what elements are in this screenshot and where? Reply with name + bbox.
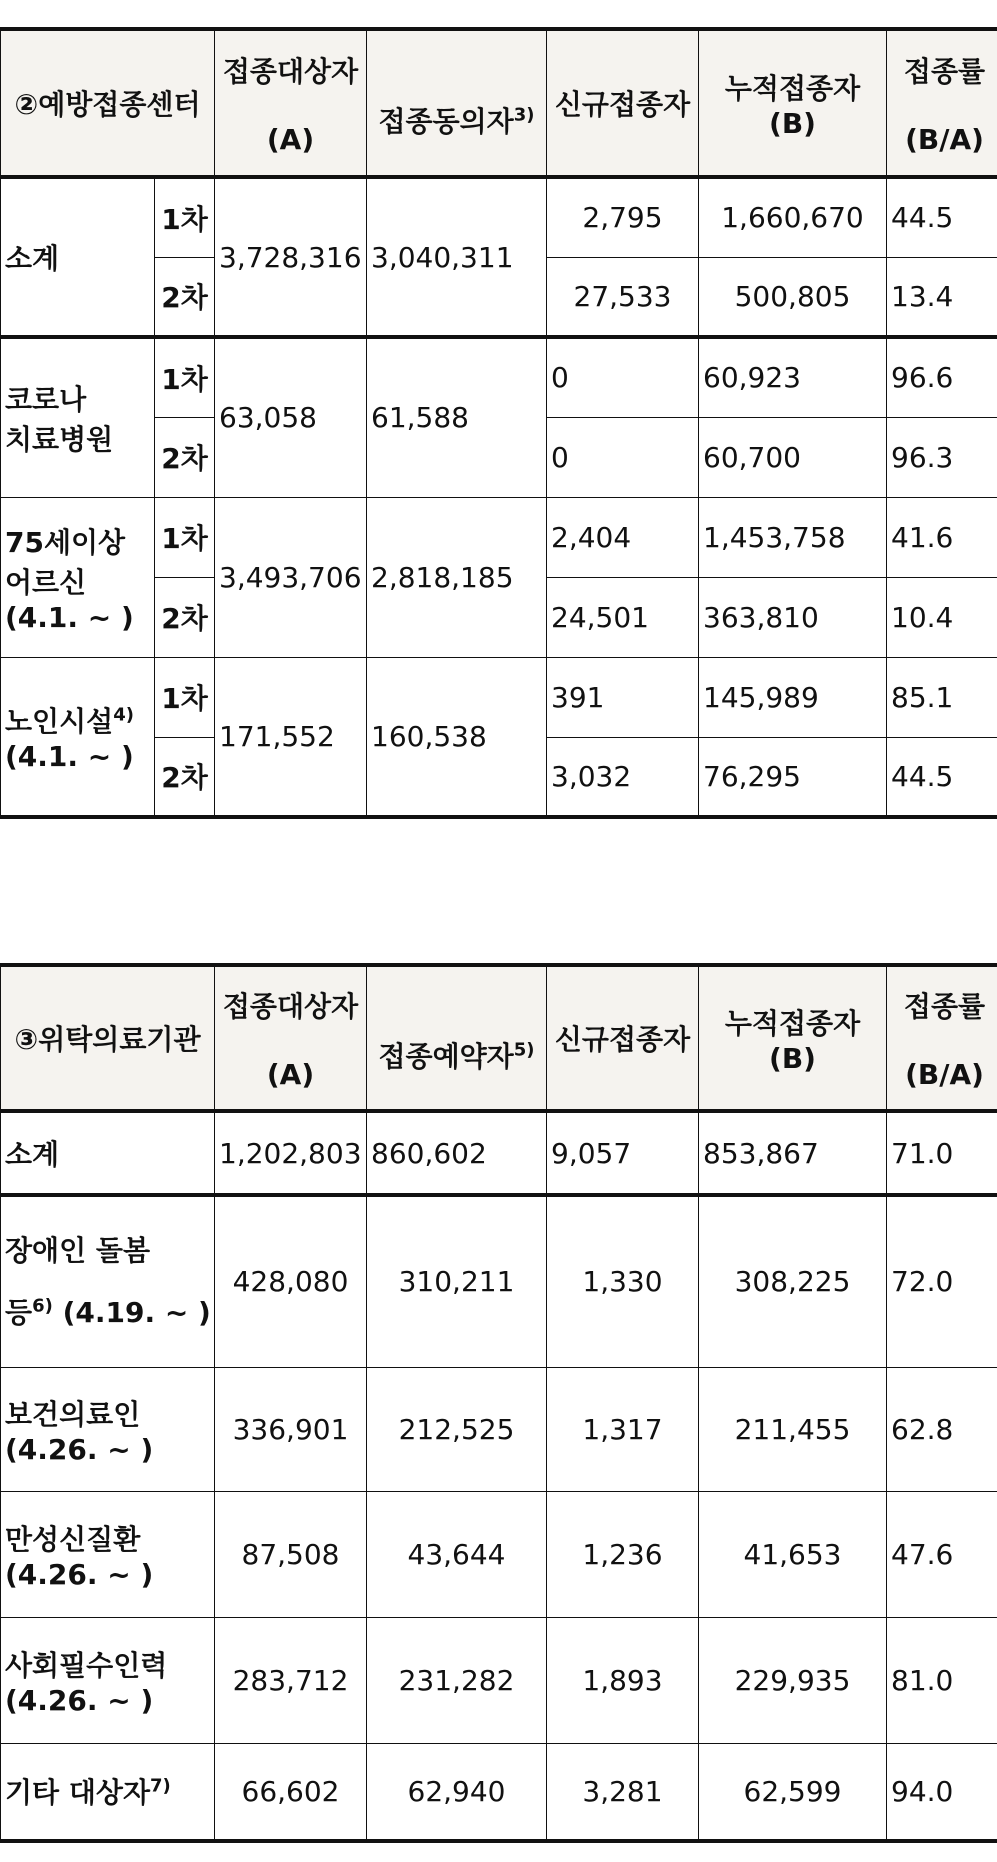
target-value: 63,058 [215,337,367,497]
col-rate: 접종률 (B/A) [887,29,997,177]
table-row [1,1617,997,1743]
rate-value: 72.0 [887,1195,997,1367]
new-value: 3,032 [547,737,699,817]
consigned-clinic-table [0,963,997,1843]
new-value: 2,404 [547,497,699,577]
cumulative-value: 1,453,758 [699,497,887,577]
section-title: ③위탁의료기관 [1,965,215,1111]
new-value: 2,795 [547,177,699,257]
rate-value: 10.4 [887,577,997,657]
table-row [1,1367,997,1491]
col-target: 접종대상자 (A) [215,29,367,177]
new-value: 0 [547,337,699,417]
section-title: ②예방접종센터 [1,29,215,177]
cumulative-value: 1,660,670 [699,177,887,257]
dose-label: 1차 [155,337,215,417]
table-row [1,337,997,417]
rate-value: 71.0 [887,1111,997,1195]
col-new: 신규접종자 [547,965,699,1111]
new-value: 391 [547,657,699,737]
new-value: 1,236 [547,1491,699,1617]
col-target: 접종대상자 (A) [215,965,367,1111]
reservation-value: 860,602 [367,1111,547,1195]
consent-value: 3,040,311 [367,177,547,337]
new-value: 0 [547,417,699,497]
row-name: 소계 [1,1111,215,1195]
cumulative-value: 60,923 [699,337,887,417]
new-value: 24,501 [547,577,699,657]
dose-label: 2차 [155,257,215,337]
dose-label: 2차 [155,417,215,497]
rate-value: 96.3 [887,417,997,497]
dose-label: 1차 [155,497,215,577]
target-value: 87,508 [215,1491,367,1617]
rate-value: 47.6 [887,1491,997,1617]
cumulative-value: 76,295 [699,737,887,817]
rate-value: 81.0 [887,1617,997,1743]
new-value: 1,330 [547,1195,699,1367]
dose-label: 2차 [155,577,215,657]
group-name: 75세이상 어르신 (4.1. ~ ) [1,497,155,657]
consent-value: 160,538 [367,657,547,817]
row-name: 장애인 돌봄 등$^{6)}$ (4.19. ~ ) [1,1195,215,1367]
group-name: 코로나 치료병원 [1,337,155,497]
rate-value: 85.1 [887,657,997,737]
new-value: 27,533 [547,257,699,337]
rate-value: 62.8 [887,1367,997,1491]
new-value: 1,317 [547,1367,699,1491]
reservation-value: 43,644 [367,1491,547,1617]
group-name: 노인시설$^{4)}$ (4.1. ~ ) [1,657,155,817]
rate-value: 13.4 [887,257,997,337]
table-row [1,1491,997,1617]
cumulative-value: 41,653 [699,1491,887,1617]
target-value: 283,712 [215,1617,367,1743]
target-value: 1,202,803 [215,1111,367,1195]
consent-value: 2,818,185 [367,497,547,657]
consent-value: 61,588 [367,337,547,497]
cumulative-value: 60,700 [699,417,887,497]
table-row [1,1743,997,1841]
target-value: 66,602 [215,1743,367,1841]
rate-value: 94.0 [887,1743,997,1841]
cumulative-value: 229,935 [699,1617,887,1743]
new-value: 3,281 [547,1743,699,1841]
table-row [1,1111,997,1195]
row-name: 만성신질환 (4.26. ~ ) [1,1491,215,1617]
row-name: 보건의료인 (4.26. ~ ) [1,1367,215,1491]
reservation-value: 231,282 [367,1617,547,1743]
cumulative-value: 62,599 [699,1743,887,1841]
rate-value: 41.6 [887,497,997,577]
target-value: 171,552 [215,657,367,817]
dose-label: 2차 [155,737,215,817]
dose-label: 1차 [155,657,215,737]
table-row [1,497,997,577]
cumulative-value: 500,805 [699,257,887,337]
dose-label: 1차 [155,177,215,257]
col-rate: 접종률 (B/A) [887,965,997,1111]
cumulative-value: 363,810 [699,577,887,657]
table-row [1,1195,997,1367]
reservation-value: 62,940 [367,1743,547,1841]
target-value: 336,901 [215,1367,367,1491]
table-row [1,177,997,257]
col-reservation: 접종예약자$^{5)}$ [367,965,547,1111]
col-new: 신규접종자 [547,29,699,177]
reservation-value: 212,525 [367,1367,547,1491]
cumulative-value: 211,455 [699,1367,887,1491]
target-value: 3,728,316 [215,177,367,337]
cumulative-value: 308,225 [699,1195,887,1367]
table-row [1,657,997,737]
rate-value: 44.5 [887,737,997,817]
cumulative-value: 853,867 [699,1111,887,1195]
reservation-value: 310,211 [367,1195,547,1367]
group-name: 소계 [1,177,155,337]
col-cumulative: 누적접종자 (B) [699,965,887,1111]
target-value: 3,493,706 [215,497,367,657]
target-value: 428,080 [215,1195,367,1367]
new-value: 9,057 [547,1111,699,1195]
cumulative-value: 145,989 [699,657,887,737]
col-consent: 접종동의자$^{3)}$ [367,29,547,177]
col-cumulative: 누적접종자 (B) [699,29,887,177]
new-value: 1,893 [547,1617,699,1743]
rate-value: 96.6 [887,337,997,417]
row-name: 기타 대상자$^{7)}$ [1,1743,215,1841]
row-name: 사회필수인력 (4.26. ~ ) [1,1617,215,1743]
vaccination-center-table [0,27,997,819]
rate-value: 44.5 [887,177,997,257]
